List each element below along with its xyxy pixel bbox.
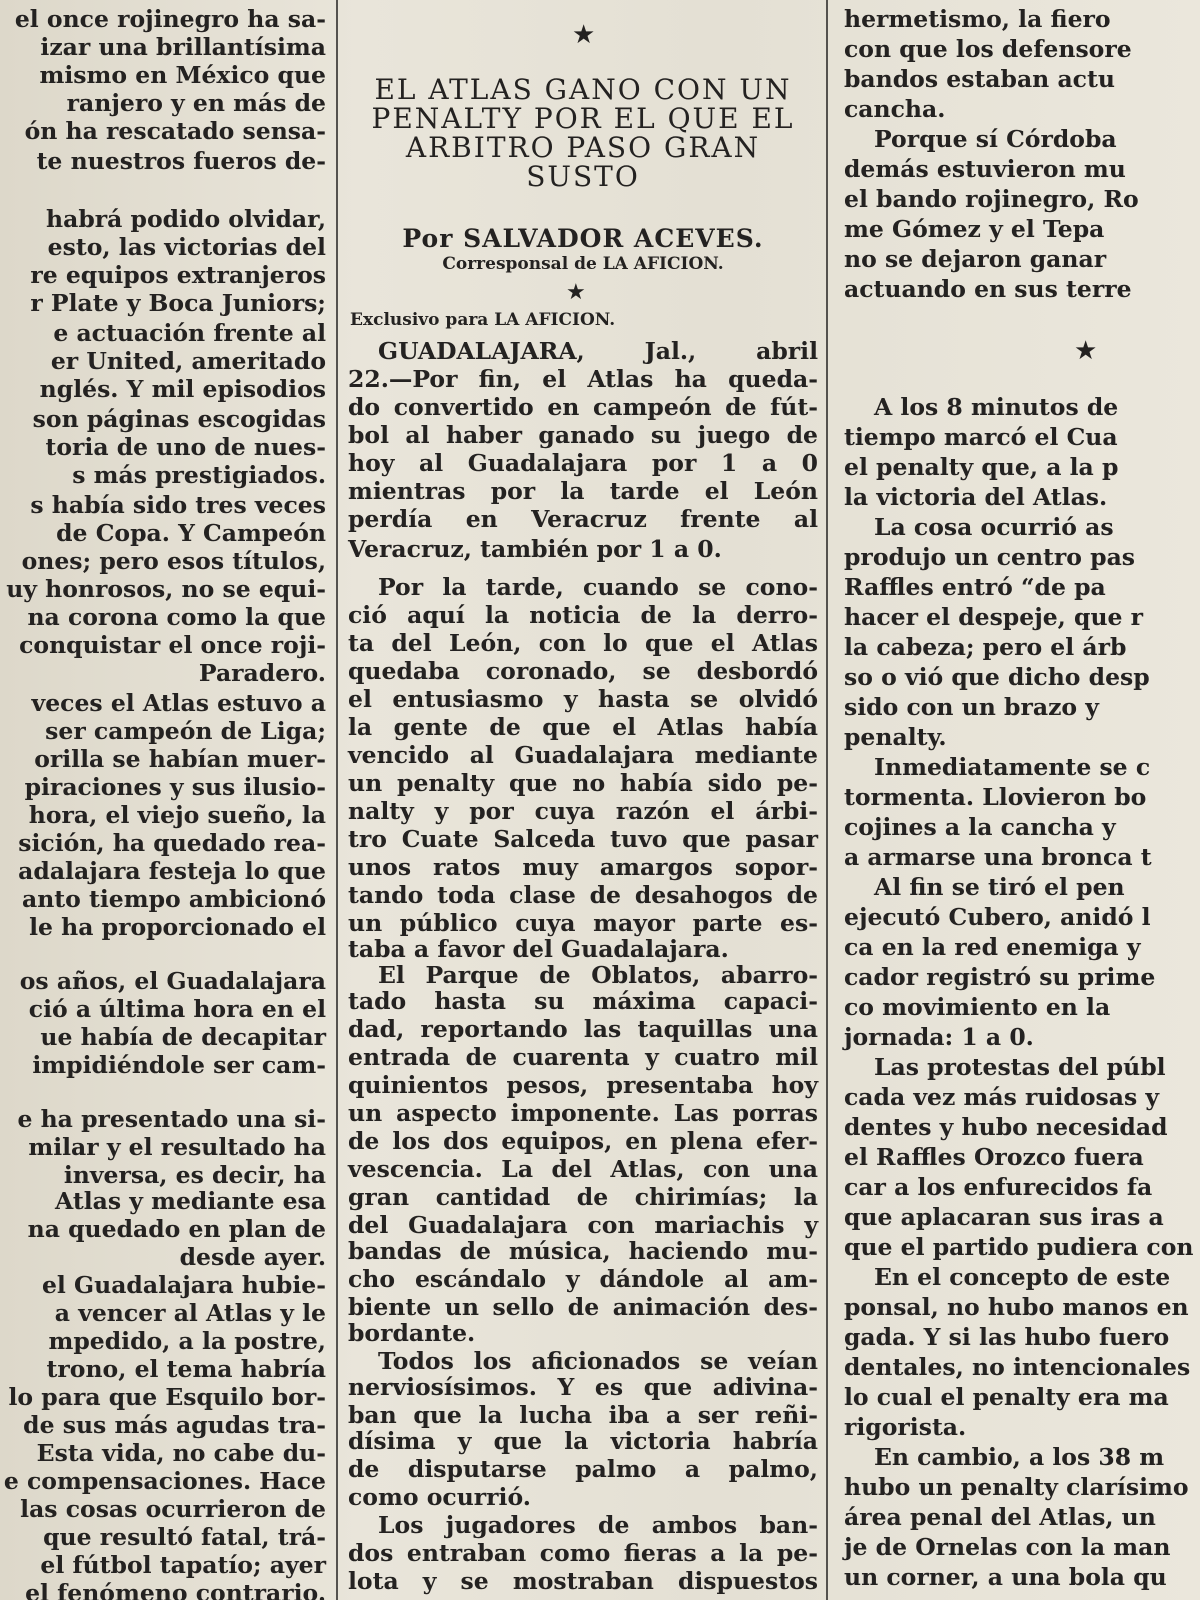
- text-line: toria de uno de nues-: [45, 433, 326, 461]
- text-line: vencido al Guadalajara mediante: [348, 741, 818, 769]
- text-line: que aplacaran sus iras a: [844, 1203, 1164, 1231]
- text-line: car a los enfurecidos fa: [844, 1173, 1153, 1201]
- text-line: nerviosísimos. Y es que adivina-: [348, 1373, 818, 1401]
- left-column: [0, 0, 330, 1600]
- text-line: demás estuvieron mu: [844, 155, 1126, 183]
- column-rule-left: [336, 0, 338, 1600]
- text-line: er United, ameritado: [50, 347, 326, 375]
- text-line: sición, ha quedado rea-: [18, 829, 326, 857]
- text-line: impidiéndole ser cam-: [32, 1051, 326, 1079]
- text-line: ció aquí la noticia de la derro-: [348, 601, 818, 629]
- text-line: a armarse una bronca t: [844, 843, 1152, 871]
- text-line: hoy al Guadalajara por 1 a 0: [348, 449, 818, 477]
- text-line: dísima y que la victoria habría: [348, 1427, 818, 1455]
- byline-role: Corresponsal de LA AFICION.: [442, 254, 724, 274]
- text-line: ban que la lucha iba a ser reñi-: [348, 1401, 818, 1429]
- text-line: so o vió que dicho desp: [844, 663, 1150, 691]
- text-line: a vencer al Atlas y le: [54, 1299, 326, 1327]
- text-line: anto tiempo ambicionó: [21, 885, 326, 913]
- text-line: bordante.: [348, 1319, 476, 1347]
- text-line: ón ha rescatado sensa-: [24, 117, 326, 145]
- text-line: el penalty que, a la p: [844, 453, 1119, 481]
- text-line: Raffles entró “de pa: [844, 573, 1106, 601]
- text-line: izar una brillantísima: [40, 33, 326, 61]
- text-line: s había sido tres veces: [30, 491, 326, 519]
- text-line: Todos los aficionados se veían: [378, 1347, 818, 1375]
- text-line: mpedido, a la postre,: [48, 1327, 326, 1355]
- text-line: vescencia. La del Atlas, con una: [348, 1155, 818, 1183]
- text-line: 22.—Por fin, el Atlas ha queda-: [348, 365, 818, 393]
- star-ornament: ★: [566, 280, 586, 305]
- text-line: habrá podido olvidar,: [46, 205, 326, 233]
- text-line: un público cuya mayor parte es-: [348, 909, 818, 937]
- text-line: piraciones y sus ilusio-: [24, 773, 326, 801]
- text-line: tado hasta su máxima capaci-: [348, 987, 818, 1015]
- text-line: son páginas escogidas: [32, 405, 326, 433]
- text-line: el Guadalajara hubie-: [41, 1271, 326, 1299]
- headline-line: SUSTO: [526, 160, 640, 193]
- text-line: Paradero.: [198, 659, 326, 687]
- middle-column: [340, 0, 824, 1600]
- text-line: perdía en Veracruz frente al: [348, 505, 818, 533]
- text-line: quinientos pesos, presentaba hoy: [348, 1071, 818, 1099]
- text-line: cada vez más ruidosas y: [844, 1083, 1160, 1111]
- text-line: lo cual el penalty era ma: [844, 1383, 1169, 1411]
- star-ornament: ★: [1074, 336, 1098, 366]
- text-line: de sus más agudas tra-: [23, 1411, 326, 1439]
- text-line: cador registró su prime: [844, 963, 1156, 991]
- text-line: co movimiento en la: [844, 993, 1111, 1021]
- text-line: adalajara festeja lo que: [18, 857, 326, 885]
- text-line: Porque sí Córdoba: [874, 125, 1117, 153]
- text-line: nalty y por cuya razón el árbi-: [348, 797, 818, 825]
- text-line: Veracruz, también por 1 a 0.: [348, 535, 722, 563]
- text-line: Las protestas del públ: [874, 1053, 1166, 1081]
- text-line: orilla se habían muer-: [34, 745, 326, 773]
- text-line: os años, el Guadalajara: [19, 967, 326, 995]
- headline-line: EL ATLAS GANO CON UN: [374, 73, 792, 106]
- text-line: ta del León, con lo que el Atlas: [348, 629, 818, 657]
- text-line: esto, las victorias del: [47, 233, 326, 261]
- text-line: En cambio, a los 38 m: [874, 1443, 1165, 1471]
- text-line: Al fin se tiró el pen: [874, 873, 1125, 901]
- text-line: sido con un brazo y: [844, 693, 1099, 721]
- text-line: gran cantidad de chirimías; la: [348, 1183, 818, 1211]
- text-line: je de Ornelas con la man: [844, 1533, 1171, 1561]
- text-line: del Guadalajara con mariachis y: [348, 1211, 818, 1239]
- headline-line: ARBITRO PASO GRAN: [405, 131, 761, 164]
- text-line: que el partido pudiera con: [844, 1233, 1194, 1261]
- text-line: taba a favor del Guadalajara.: [348, 935, 729, 963]
- text-line: las cosas ocurrieron de: [20, 1495, 326, 1523]
- text-line: bandas de música, haciendo mu-: [348, 1237, 818, 1265]
- text-line: quedaba coronado, se desbordó: [348, 657, 818, 685]
- text-line: el fútbol tapatío; ayer: [40, 1551, 326, 1579]
- text-line: dentes y hubo necesidad: [844, 1113, 1168, 1141]
- text-line: do convertido en campeón de fút-: [348, 393, 818, 421]
- text-line: penalty.: [844, 723, 947, 751]
- text-line: veces el Atlas estuvo a: [31, 689, 326, 717]
- text-line: jornada: 1 a 0.: [844, 1023, 1034, 1051]
- text-line: r Plate y Boca Juniors;: [30, 289, 326, 317]
- text-line: me Gómez y el Tepa: [844, 215, 1105, 243]
- text-line: dad, reportando las taquillas una: [348, 1015, 818, 1043]
- text-line: rigorista.: [844, 1413, 967, 1441]
- text-line: de Copa. Y Campeón: [56, 519, 326, 547]
- text-line: la cabeza; pero el árb: [844, 633, 1127, 661]
- text-line: GUADALAJARA, Jal., abril: [378, 337, 818, 365]
- text-line: lota y se mostraban dispuestos: [348, 1567, 818, 1595]
- text-line: s más prestigiados.: [72, 461, 326, 489]
- text-line: tiempo marcó el Cua: [844, 423, 1118, 451]
- text-line: de disputarse palmo a palmo,: [348, 1455, 818, 1483]
- text-line: Por la tarde, cuando se cono-: [378, 573, 818, 601]
- text-line: La cosa ocurrió as: [874, 513, 1114, 541]
- text-line: le ha proporcionado el: [29, 913, 326, 941]
- text-line: no se dejaron ganar: [844, 245, 1107, 273]
- text-line: gada. Y si las hubo fuero: [844, 1323, 1170, 1351]
- text-line: la victoria del Atlas.: [844, 483, 1108, 511]
- text-line: bol al haber ganado su juego de: [348, 421, 818, 449]
- text-line: hora, el viejo sueño, la: [28, 801, 326, 829]
- exclusive-credit: Exclusivo para LA AFICION.: [350, 310, 616, 330]
- text-line: el bando rojinegro, Ro: [844, 185, 1139, 213]
- text-line: un corner, a una bola qu: [844, 1563, 1167, 1591]
- text-line: milar y el resultado ha: [28, 1133, 326, 1161]
- text-line: re equipos extranjeros: [30, 261, 326, 289]
- text-line: el Raffles Orozco fuera: [844, 1143, 1144, 1171]
- text-line: na corona como la que: [27, 603, 326, 631]
- text-line: unos ratos muy amargos sopor-: [348, 853, 818, 881]
- text-line: conquistar el once roji-: [19, 631, 326, 659]
- text-line: hubo un penalty clarísimo: [844, 1473, 1189, 1501]
- right-column: [830, 0, 1200, 1600]
- text-line: inversa, es decir, ha: [63, 1161, 326, 1189]
- text-line: A los 8 minutos de: [874, 393, 1119, 421]
- text-line: tro Cuate Salceda tuvo que pasar: [348, 825, 818, 853]
- text-line: ones; pero esos títulos,: [21, 547, 326, 575]
- text-line: hermetismo, la fiero: [844, 5, 1111, 33]
- headline-line: PENALTY POR EL QUE EL: [371, 102, 795, 135]
- text-line: bandos estaban actu: [844, 65, 1115, 93]
- text-line: el once rojinegro ha sa-: [14, 5, 326, 33]
- text-line: entrada de cuarenta y cuatro mil: [348, 1043, 818, 1071]
- text-line: trono, el tema habría: [46, 1355, 326, 1383]
- text-line: tando toda clase de desahogos de: [348, 881, 818, 909]
- text-line: ue había de decapitar: [40, 1023, 326, 1051]
- text-line: desde ayer.: [179, 1243, 326, 1271]
- text-line: cojines a la cancha y: [844, 813, 1116, 841]
- text-line: Atlas y mediante esa: [55, 1187, 326, 1215]
- column-rule-right: [826, 0, 828, 1600]
- text-line: ponsal, no hubo manos en: [844, 1293, 1189, 1321]
- text-line: Esta vida, no cabe du-: [36, 1439, 326, 1467]
- text-line: e ha presentado una si-: [17, 1105, 326, 1133]
- text-line: actuando en sus terre: [844, 275, 1132, 303]
- text-line: la gente de que el Atlas había: [348, 713, 818, 741]
- text-line: El Parque de Oblatos, abarro-: [378, 961, 818, 989]
- text-line: mismo en México que: [39, 61, 326, 89]
- text-line: Los jugadores de ambos ban-: [378, 1511, 818, 1539]
- text-line: te nuestros fueros de-: [36, 147, 326, 175]
- text-line: produjo un centro pas: [844, 543, 1136, 571]
- text-line: tormenta. Llovieron bo: [844, 783, 1147, 811]
- text-line: na quedado en plan de: [27, 1215, 326, 1243]
- text-line: uy honrosos, no se equi-: [6, 575, 326, 603]
- star-ornament: ★: [572, 20, 596, 50]
- text-line: área penal del Atlas, un: [844, 1503, 1156, 1531]
- text-line: cancha.: [844, 95, 946, 123]
- text-line: con que los defensore: [844, 35, 1132, 63]
- text-line: e actuación frente al: [53, 319, 326, 347]
- text-line: como ocurrió.: [348, 1483, 531, 1511]
- text-line: dentales, no intencionales: [844, 1353, 1191, 1381]
- text-line: ció a última hora en el: [28, 995, 326, 1023]
- text-line: ser campeón de Liga;: [45, 717, 326, 745]
- text-line: cho escándalo y dándole al am-: [348, 1265, 818, 1293]
- text-line: mientras por la tarde el León: [348, 477, 818, 505]
- text-line: ranjero y en más de: [66, 89, 326, 117]
- text-line: Inmediatamente se c: [874, 753, 1151, 781]
- text-line: hacer el despeje, que r: [844, 603, 1144, 631]
- text-line: lo para que Esquilo bor-: [8, 1383, 326, 1411]
- byline: Por SALVADOR ACEVES.: [402, 224, 764, 253]
- text-line: e compensaciones. Hace: [3, 1467, 326, 1495]
- text-line: ejecutó Cubero, anidó l: [844, 903, 1151, 931]
- text-line: ca en la red enemiga y: [844, 933, 1141, 961]
- text-line: un penalty que no había sido pe-: [348, 769, 818, 797]
- text-line: el fenómeno contrario.: [25, 1579, 326, 1600]
- text-line: de los dos equipos, en plena efer-: [348, 1127, 818, 1155]
- text-line: biente un sello de animación des-: [348, 1293, 818, 1321]
- text-line: En el concepto de este: [874, 1263, 1171, 1291]
- text-line: que resultó fatal, trá-: [43, 1523, 326, 1551]
- text-line: un aspecto imponente. Las porras: [348, 1099, 818, 1127]
- text-line: dos entraban como fieras a la pe-: [348, 1539, 818, 1567]
- text-line: nglés. Y mil episodios: [39, 375, 326, 403]
- text-line: el entusiasmo y hasta se olvidó: [348, 685, 818, 713]
